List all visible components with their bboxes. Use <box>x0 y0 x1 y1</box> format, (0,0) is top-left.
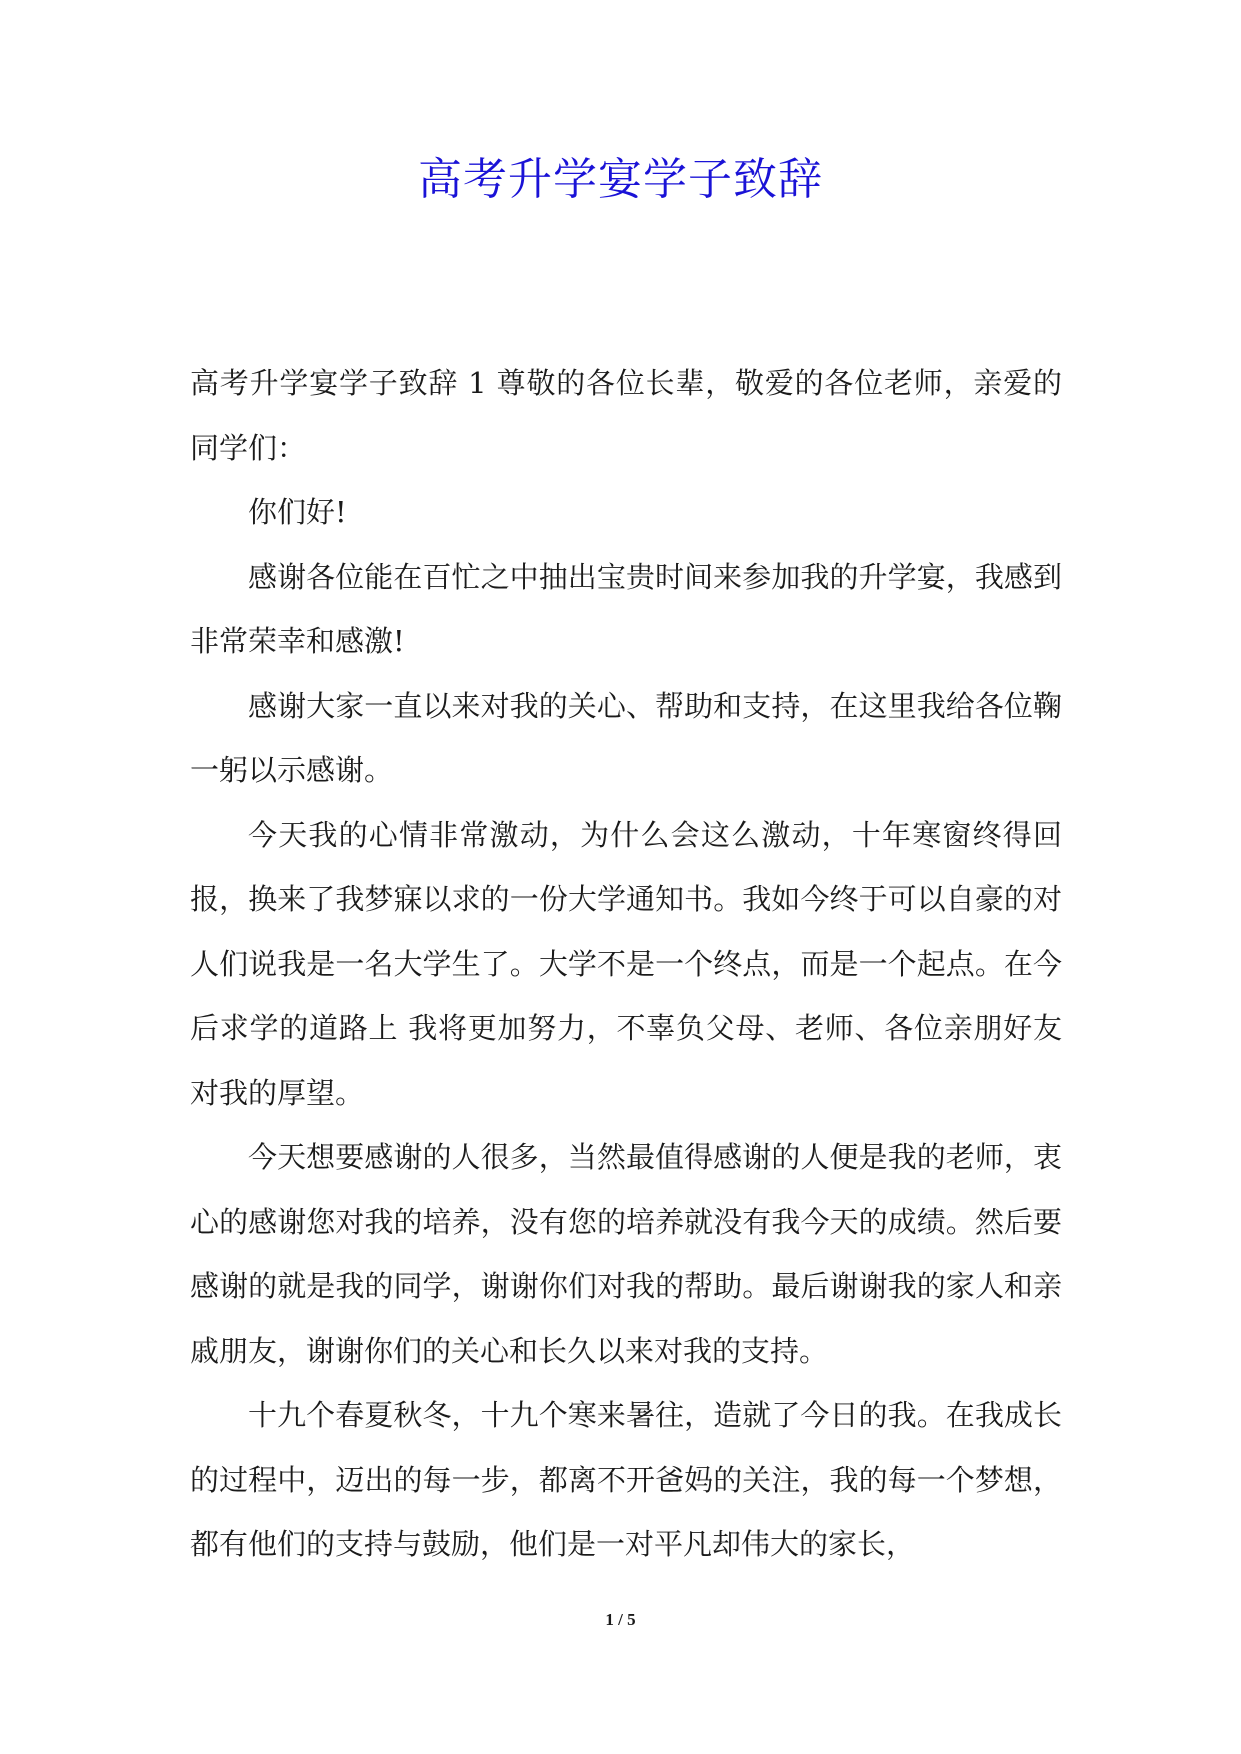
paragraph-1: 高考升学宴学子致辞 1 尊敬的各位长辈，敬爱的各位老师，亲爱的同学们： <box>190 366 1062 465</box>
paragraph-7: 十九个春夏秋冬，十九个寒来暑往，造就了今日的我。在我成长的过程中，迈出的每一步，都离不开爸妈的关注，我的每一个梦想，都有他们的支持与鼓励，他们是一对平凡却伟大的家长， <box>190 1398 1062 1561</box>
document-body <box>190 351 1062 1577</box>
paragraph-5: 今天我的心情非常激动，为什么会这么激动，十年寒窗终得回报，换来了我梦寐以求的一份大学通知书。我如今终于可以自豪的对人们说我是一名大学生了。大学不是一个终点，而是一个起点。在今后求学的道路上 我将更加努力，不辜负父母、老师、各位亲朋好友对我的厚望。 <box>190 817 1062 1110</box>
page-number: 1 / 5 <box>605 1610 636 1629</box>
paragraph-4: 感谢大家一直以来对我的关心、帮助和支持，在这里我给各位鞠一躬以示感谢。 <box>190 688 1062 787</box>
paragraph-2: 你们好! <box>248 495 347 529</box>
document-title: 高考升学宴学子致辞 <box>418 154 823 205</box>
paragraph-3: 感谢各位能在百忙之中抽出宝贵时间来参加我的升学宴，我感到非常荣幸和感激! <box>190 559 1062 658</box>
paragraph-6: 今天想要感谢的人很多，当然最值得感谢的人便是我的老师，衷心的感谢您对我的培养，没有您的培养就没有我今天的成绩。然后要感谢的就是我的同学，谢谢你们对我的帮助。最后谢谢我的家人和亲戚朋友，谢谢你们的关心和长久以来对我的支持。 <box>190 1140 1062 1368</box>
